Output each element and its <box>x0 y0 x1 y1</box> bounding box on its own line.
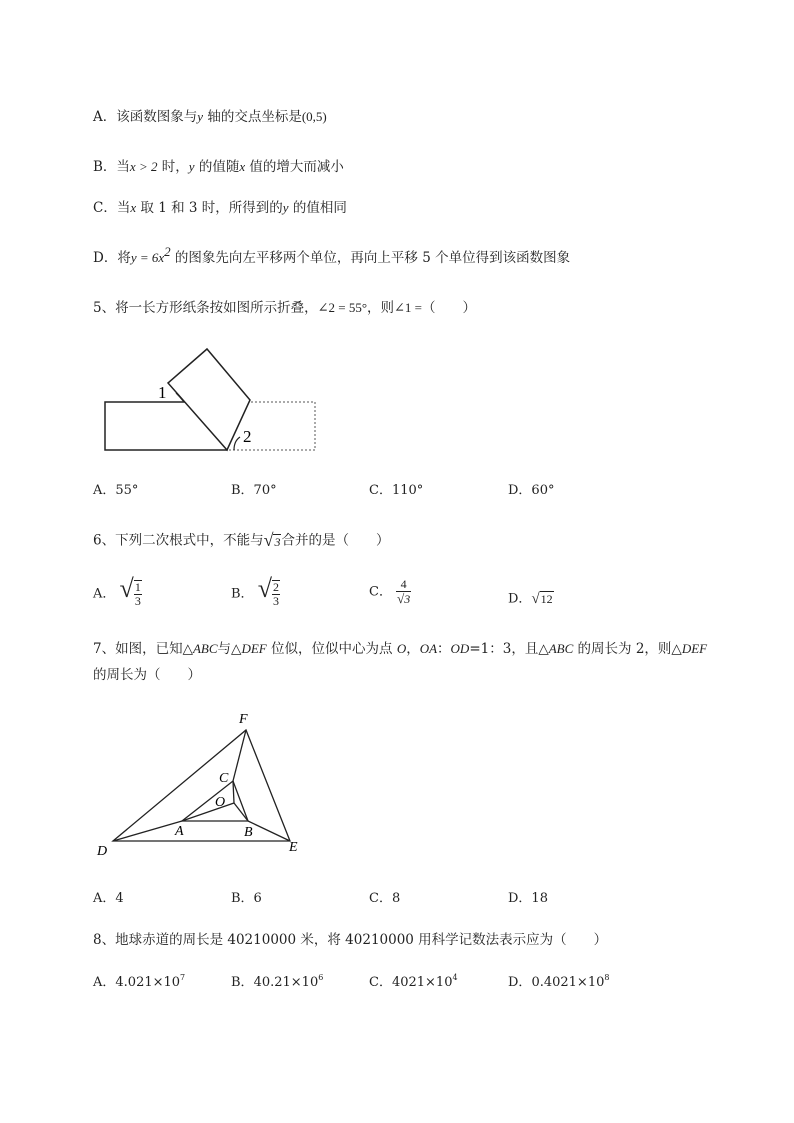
triangle-def <box>113 730 290 841</box>
q8-stem: 8、地球赤道的周长是 40210000 米，将 40210000 用科学记数法表示应为（ ） <box>93 932 608 948</box>
q7-stem-line2: 的周长为（ ） <box>93 667 201 683</box>
q5-stem: 5、将一长方形纸条按如图所示折叠，∠2 = 55°，则∠1 =（ ） <box>93 300 477 316</box>
q6-stem: 6、下列二次根式中，不能与√3合并的是（ ） <box>93 530 390 550</box>
q8-option-c: C．$4021\times 10^4$ <box>369 973 458 990</box>
q5-folded-strip-figure <box>100 345 325 457</box>
label-D: D <box>97 844 108 859</box>
q8-option-d: D．$0.4021\times 10^8$ <box>508 973 610 990</box>
q5-option-c: C．110° <box>369 483 424 498</box>
q5-option-a: A．55° <box>93 483 139 498</box>
label-O: O <box>215 795 226 810</box>
sqrt-3: √3 <box>263 530 281 550</box>
q4-option-a: A．该函数图象与y 轴的交点坐标是(0,5) <box>93 109 327 125</box>
q4-option-c: C．当x 取 1 和 3 时，所得到的y 的值相同 <box>93 200 347 216</box>
fig-label-1: 1 <box>158 383 167 402</box>
q7-option-d: D．18 <box>508 891 548 906</box>
folded-flap <box>168 349 250 450</box>
q6-option-d: D．√12 <box>508 591 553 607</box>
label-C: C <box>219 771 229 786</box>
q6-option-c: C． $\frac{4}{√3}$ <box>369 577 411 606</box>
q7-similar-triangles-figure <box>93 706 318 864</box>
q7-option-a: A．4 <box>93 891 124 906</box>
label-E: E <box>289 840 298 855</box>
q7-option-b: B．6 <box>231 891 262 906</box>
q6-option-a: A． √ $\frac{1}{3}$ <box>93 574 141 609</box>
fig-label-2: 2 <box>243 427 252 446</box>
q4-option-d: D．将$y = 6x^2$ 的图象先向左平移两个单位，再向上平移 5 个单位得到该函数图象 <box>93 244 571 266</box>
q6-option-b: B． √ $\frac{2}{3}$ <box>231 574 279 609</box>
q8-option-b: B．$40.21\times 10^6$ <box>231 973 324 990</box>
q7-stem-line1: 7、如图，已知△ABC与△DEF 位似，位似中心为点 O，OA：OD=1：3，且△ABC 的周长为 2，则△DEF <box>93 641 708 657</box>
q5-option-b: B．70° <box>231 483 277 498</box>
q5-option-d: D．60° <box>508 483 555 498</box>
label-F: F <box>239 712 248 727</box>
angle-2-arc <box>234 437 240 450</box>
q8-option-a: A．$4.021\times 10^7$ <box>93 973 186 990</box>
label-B: B <box>244 825 253 840</box>
q4-option-b: B．当x > 2 时，y 的值随x 值的增大而减小 <box>93 159 344 175</box>
label-A: A <box>175 824 184 839</box>
q7-option-c: C．8 <box>369 891 401 906</box>
